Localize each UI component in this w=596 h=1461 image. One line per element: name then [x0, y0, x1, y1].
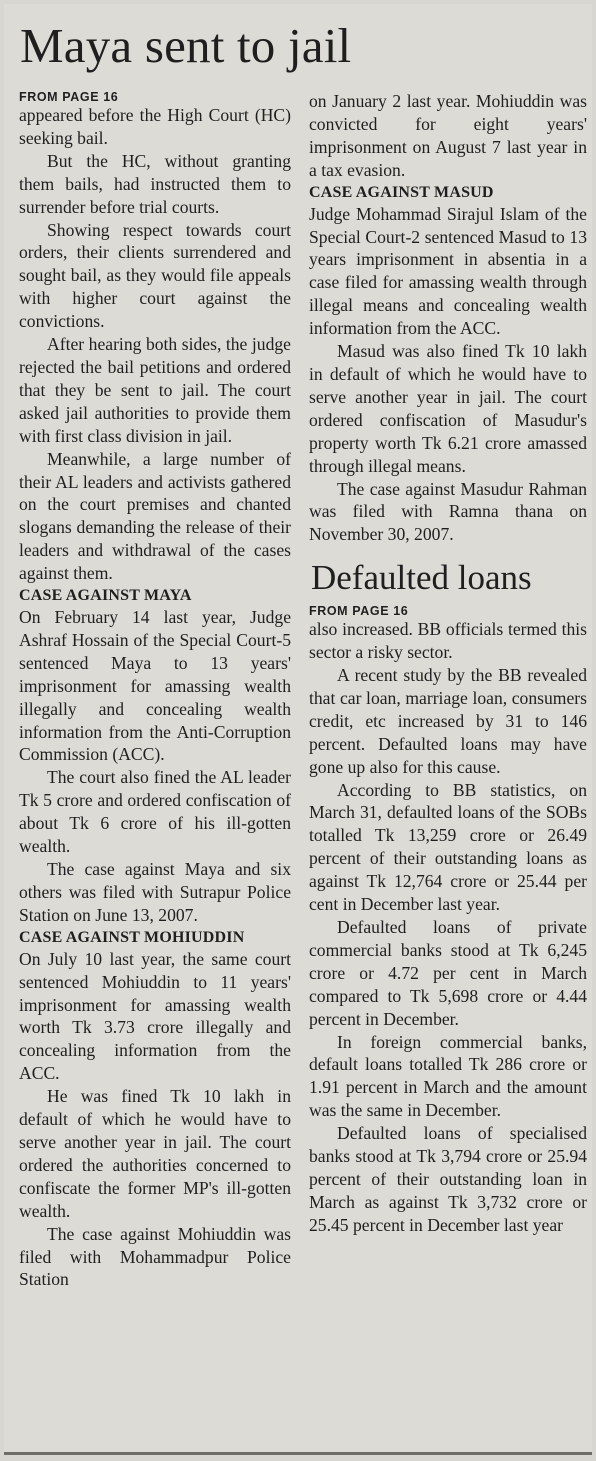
- right-column-body: [309, 90, 587, 546]
- paragraph: The court also fined the AL leader Tk 5 crore and ordered confiscation of about Tk 6 crore of his ill-gotten wealth.: [19, 767, 291, 857]
- paragraph: Judge Mohammad Sirajul Islam of the Special Court-2 sentenced Masud to 13 years imprisonment in absentia in a case filed for amassing wealth through illegal means and concealing wealth information from the ACC.: [309, 203, 587, 339]
- section-subhead: CASE AGAINST MAYA: [19, 587, 192, 605]
- headline: Maya sent to jail: [20, 18, 352, 73]
- jump-line: FROM PAGE 16: [19, 90, 119, 104]
- second-headline: Defaulted loans: [311, 558, 532, 598]
- paragraph: A recent study by the BB revealed that car loan, marriage loan, consumers credit, etc increased by 31 to 146 percent. Defaulted loans may have gone up also for this cause.: [309, 665, 587, 777]
- paragraph: After hearing both sides, the judge rejected the bail petitions and ordered that they be sent to jail. The court asked jail authorities to provide them with first class division in jail.: [19, 334, 291, 446]
- right-column: [309, 90, 587, 1237]
- section-subhead: CASE AGAINST MASUD: [309, 183, 494, 201]
- paragraph: also increased. BB officials termed this sector a risky sector.: [309, 619, 587, 663]
- left-column: [19, 90, 291, 1291]
- section-subhead: CASE AGAINST MOHIUDDIN: [19, 928, 245, 946]
- paragraph: In foreign commercial banks, default loans totalled Tk 286 crore or 1.91 percent in March and the amount was the same in December.: [309, 1031, 587, 1121]
- paragraph: Masud was also fined Tk 10 lakh in default of which he would have to serve another year in jail. The court ordered confiscation of Masudur's property worth Tk 6.21 crore amassed through illegal means.: [309, 341, 587, 476]
- paragraph: appeared before the High Court (HC) seeking bail.: [19, 105, 291, 148]
- paragraph: The case against Mohiuddin was filed with Mohammadpur Police Station: [19, 1223, 291, 1290]
- paragraph: on January 2 last year. Mohiuddin was convicted for eight years' imprisonment on August 7 last year in a tax evasion.: [309, 91, 587, 180]
- paragraph: The case against Maya and six others was filed with Sutrapur Police Station on June 13, 2007.: [19, 859, 291, 925]
- left-column-body: [19, 104, 291, 1291]
- paragraph: The case against Masudur Rahman was filed with Ramna thana on November 30, 2007.: [309, 478, 587, 545]
- paragraph: On February 14 last year, Judge Ashraf Hossain of the Special Court-5 sentenced Maya to 13 years' imprisonment for amassing wealth illegally and concealing wealth information from the Anti-Corruption Commission (ACC).: [19, 607, 291, 765]
- paragraph: But the HC, without granting them bails, had instructed them to surrender before trial courts.: [19, 150, 291, 217]
- newspaper-clipping: [4, 4, 592, 1455]
- paragraph: He was fined Tk 10 lakh in default of which he would have to serve another year in jail. The court ordered the authorities concerned to confiscate the former MP's ill-gotten wealth.: [19, 1086, 291, 1221]
- second-jump-line: FROM PAGE 16: [309, 604, 409, 619]
- second-article-body: [309, 618, 587, 1236]
- paragraph: On July 10 last year, the same court sentenced Mohiuddin to 11 years' imprisonment for amassing wealth worth Tk 3.73 crore illegally and concealing information from the ACC.: [19, 948, 291, 1084]
- paragraph: Defaulted loans of specialised banks stood at Tk 3,794 crore or 25.94 percent of their outstanding loan in March as against Tk 3,732 crore or 25.45 percent in December last year: [309, 1123, 587, 1235]
- paragraph: According to BB statistics, on March 31, defaulted loans of the SOBs totalled Tk 13,259 crore or 26.49 percent of their outstanding loans as against Tk 12,764 crore or 25.44 per cent in December last year.: [309, 779, 587, 915]
- paragraph: Meanwhile, a large number of their AL leaders and activists gathered on the court premises and chanted slogans demanding the release of their leaders and withdrawal of the cases against them.: [19, 448, 291, 584]
- paragraph: Showing respect towards court orders, their clients surrendered and sought bail, as they would file appeals with higher court against the convictions.: [19, 219, 291, 332]
- paragraph: Defaulted loans of private commercial banks stood at Tk 6,245 crore or 4.72 per cent in March compared to Tk 5,698 crore or 4.44 percent in December.: [309, 917, 587, 1029]
